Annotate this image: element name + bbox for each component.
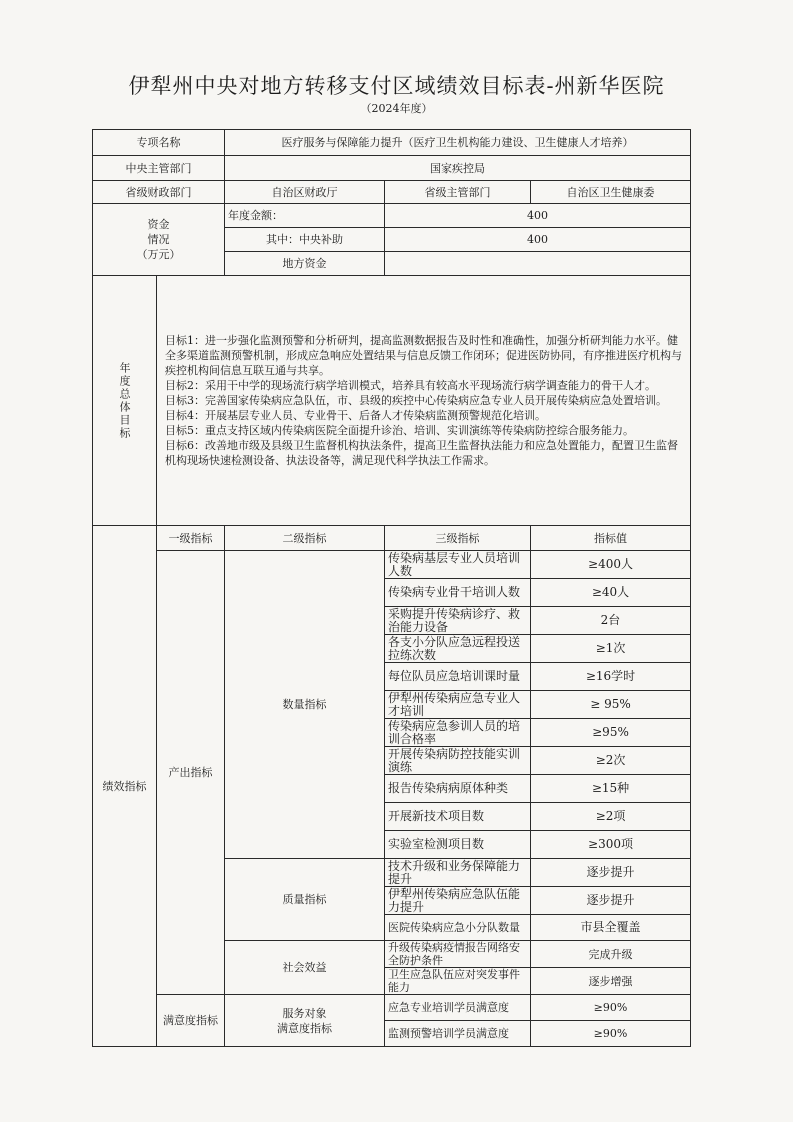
indicator-value: ≥300项 [531, 831, 691, 859]
local-funds-value [385, 252, 691, 276]
quality-indicator-label: 质量指标 [225, 859, 385, 941]
header-level3: 三级指标 [385, 526, 531, 551]
indicator-value: ≥400人 [531, 551, 691, 579]
header-level2: 二级指标 [225, 526, 385, 551]
goal-item: 目标2：采用干中学的现场流行病学培训模式，培养具有较高水平现场流行病学调查能力的骨干人才。 [165, 379, 656, 392]
table-row: 实验室检测项目数 [385, 831, 531, 859]
table-row: 传染病应急参训人员的培训合格率 [385, 719, 531, 747]
central-subsidy-label: 其中：中央补助 [225, 228, 385, 252]
performance-goal-table [92, 129, 691, 1047]
table-row: 每位队员应急培训课时量 [385, 663, 531, 691]
indicator-value: ≥ 95% [531, 691, 691, 719]
table-row: 传染病专业骨干培训人数 [385, 579, 531, 607]
indicator-value: ≥90% [531, 995, 691, 1021]
service-satisfaction-label-line-2: 满意度指标 [277, 1021, 332, 1035]
local-funds-label: 地方资金 [225, 252, 385, 276]
indicator-value: 完成升级 [531, 941, 691, 968]
performance-label: 绩效指标 [93, 526, 157, 1047]
indicator-value: ≥2次 [531, 747, 691, 775]
service-satisfaction-label [225, 995, 385, 1047]
indicator-value: 2台 [531, 607, 691, 635]
header-level1: 一级指标 [157, 526, 225, 551]
goal-item: 目标3：完善国家传染病应急队伍，市、县级的疾控中心传染病应急专业人员开展传染病应急处置培训。 [165, 394, 667, 407]
indicator-value: ≥16学时 [531, 663, 691, 691]
annual-goals-label-text: 年度总体目标 [118, 361, 131, 440]
funding-label-line-3: （万元） [136, 248, 181, 261]
table-row: 监测预警培训学员满意度 [385, 1021, 531, 1047]
table-row: 采购提升传染病诊疗、救治能力设备 [385, 607, 531, 635]
table-row: 伊犁州传染病应急专业人才培训 [385, 691, 531, 719]
goal-item: 目标4：开展基层专业人员、专业骨干、后备人才传染病监测预警规范化培训。 [165, 409, 546, 422]
table-row: 开展新技术项目数 [385, 803, 531, 831]
table-row: 医院传染病应急小分队数量 [385, 915, 531, 941]
indicator-value: ≥95% [531, 719, 691, 747]
satisfaction-indicator-label: 满意度指标 [157, 995, 225, 1047]
indicator-value: 逐步提升 [531, 859, 691, 887]
page-subtitle: （2024年度） [360, 102, 433, 115]
project-name-label: 专项名称 [93, 130, 225, 156]
central-subsidy-value: 400 [385, 228, 691, 252]
indicator-value: ≥90% [531, 1021, 691, 1047]
table-row: 应急专业培训学员满意度 [385, 995, 531, 1021]
funding-label [93, 204, 225, 276]
header-value: 指标值 [531, 526, 691, 551]
goal-item: 目标6：改善地市级及县级卫生监督机构执法条件，提高卫生监督执法能力和应急处置能力，配置卫生监督机构现场快速检测设备、执法设备等，满足现代科学执法工作需求。 [165, 439, 678, 467]
quantity-indicator-label: 数量指标 [225, 551, 385, 859]
indicator-value: ≥1次 [531, 635, 691, 663]
provincial-dept-value: 自治区卫生健康委 [531, 181, 691, 204]
output-indicator-label: 产出指标 [157, 551, 225, 995]
table-row: 升级传染病疫情报告网络安全防护条件 [385, 941, 531, 968]
central-dept-label: 中央主管部门 [93, 156, 225, 181]
social-benefit-label: 社会效益 [225, 941, 385, 995]
annual-amount-label: 年度金额： [225, 204, 385, 228]
table-row: 伊犁州传染病应急队伍能力提升 [385, 887, 531, 915]
annual-goals-content [157, 276, 691, 526]
provincial-finance-label: 省级财政部门 [93, 181, 225, 204]
indicator-value: ≥2项 [531, 803, 691, 831]
provincial-dept-label: 省级主管部门 [385, 181, 531, 204]
indicator-value: 市县全覆盖 [531, 915, 691, 941]
goal-item: 目标5：重点支持区域内传染病医院全面提升诊治、培训、实训演练等传染病防控综合服务能力。 [165, 424, 634, 437]
indicator-value: ≥40人 [531, 579, 691, 607]
table-row: 传染病基层专业人员培训人数 [385, 551, 531, 579]
table-row: 各支小分队应急远程投送拉练次数 [385, 635, 531, 663]
table-row: 报告传染病病原体种类 [385, 775, 531, 803]
indicator-value: ≥15种 [531, 775, 691, 803]
indicator-value: 逐步提升 [531, 887, 691, 915]
table-row: 开展传染病防控技能实训演练 [385, 747, 531, 775]
central-dept-value: 国家疾控局 [225, 156, 691, 181]
funding-label-line-2: 情况 [147, 233, 170, 246]
indicator-value: 逐步增强 [531, 968, 691, 995]
provincial-finance-value: 自治区财政厅 [225, 181, 385, 204]
annual-amount-value: 400 [385, 204, 691, 228]
service-satisfaction-label-line-1: 服务对象 [282, 1006, 327, 1020]
table-row: 卫生应急队伍应对突发事件能力 [385, 968, 531, 995]
goal-item: 目标1：进一步强化监测预警和分析研判，提高监测数据报告及时性和准确性，加强分析研判能力水平。健全多渠道监测预警机制，形成应急响应处置结果与信息反馈工作闭环；促进医防协同，有序推进医疗机构与疾控机构间信息互联互通与共享。 [165, 334, 682, 377]
annual-goals-label [93, 276, 157, 526]
table-row: 技术升级和业务保障能力提升 [385, 859, 531, 887]
page-title: 伊犁州中央对地方转移支付区域绩效目标表-州新华医院 [128, 74, 665, 98]
project-name-value: 医疗服务与保障能力提升（医疗卫生机构能力建设、卫生健康人才培养） [225, 130, 691, 156]
funding-label-line-1: 资金 [147, 218, 170, 231]
